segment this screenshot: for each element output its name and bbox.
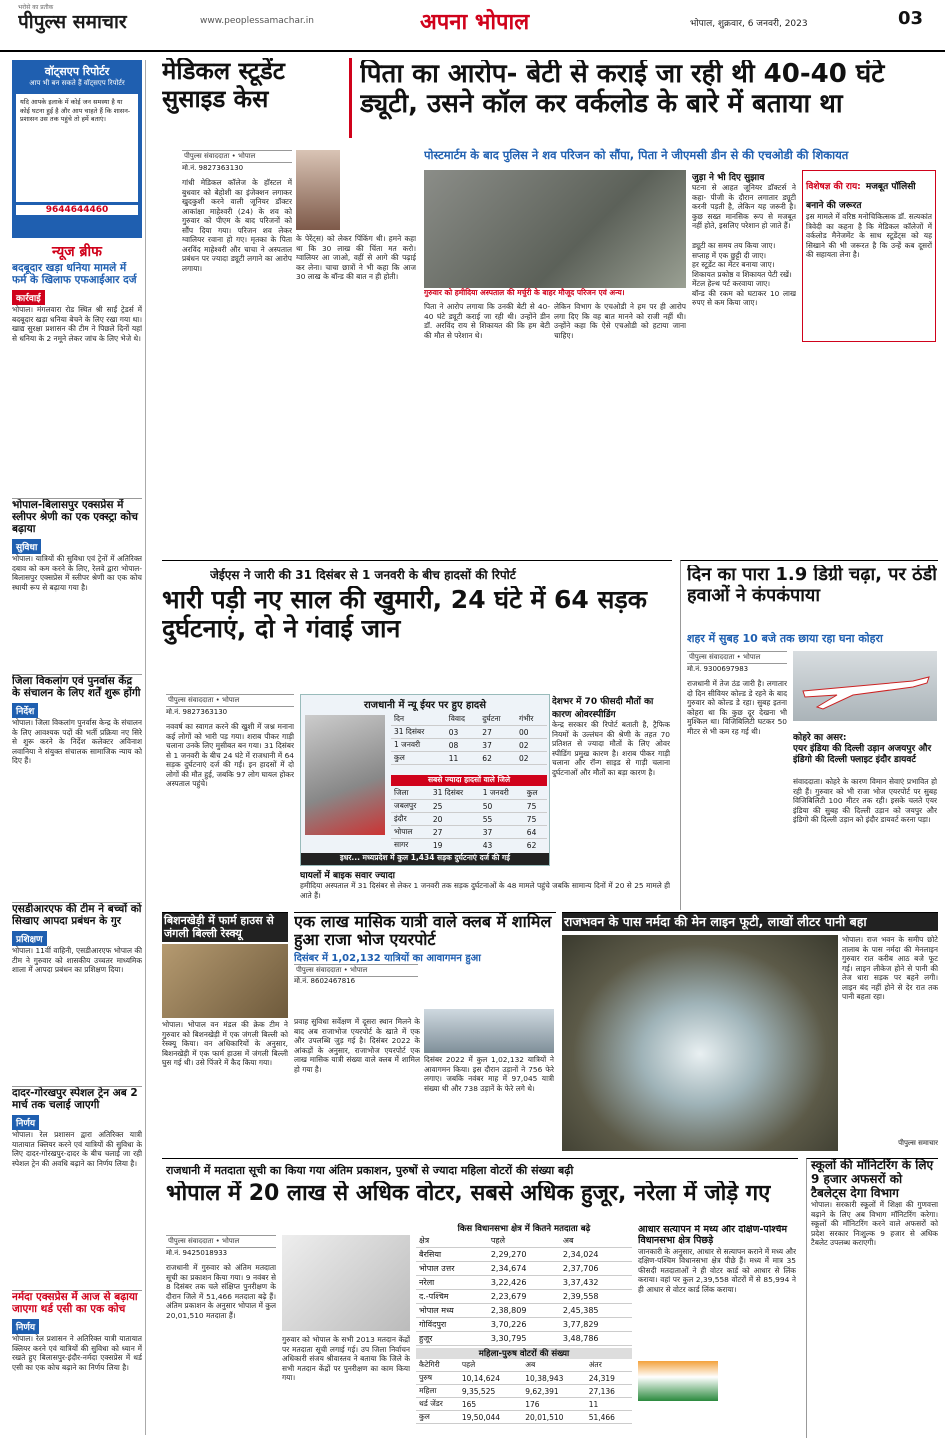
- aadhaar-body: जानकारी के अनुसार, आधार से सत्यापन कराने में मध्य और दक्षिण-पश्चिम विधानसभा क्षेत्र पीछे हैं। मध्य में मात्र 35 फीसदी मतदाताओं ने ही वोटर कार्ड को आधार से लिंक कराया। वहां पर कुल 2,39,558 वोटरों में से 85,994 ने ही आधार से वोटर कार्ड लिंक कराया।: [638, 1246, 796, 1294]
- brief-body: भोपाल। मंगलवारा रोड स्थित श्री साईं ट्रेडर्स में बदबूदार खड़ा धनिया बेचने के लिए रखा गया था। खाद्य सुरक्षा प्रशासन की टीम ने पिछले दिनों यहां से धनिया के 2 नमूने लेकर जांच के लिए भेजे थे।: [12, 305, 142, 343]
- brief-tag: प्रशिक्षण: [12, 931, 47, 946]
- school-story: [806, 1158, 938, 1438]
- brief-title: दादर-गोरखपुर स्पेशल ट्रेन अब 2 मार्च तक चलाई जाएगी: [12, 1087, 138, 1112]
- table-row: [416, 1332, 632, 1346]
- districts-title: सबसे ज्यादा हादसों वाले जिले: [391, 775, 547, 786]
- table-row: [391, 800, 547, 813]
- cell: 50: [480, 800, 524, 813]
- cell: 3,48,786: [560, 1332, 632, 1346]
- cell: 1 जनवरी: [391, 739, 446, 752]
- cell: 20,01,510: [522, 1411, 585, 1424]
- cell: 165: [459, 1398, 522, 1411]
- th-now: अब: [560, 1234, 632, 1248]
- voter-mobile: मो.नं. 9425018933: [166, 1249, 228, 1257]
- weather-subhead: शहर में सुबह 10 बजे तक छाया रहा घना कोहरा: [687, 632, 883, 645]
- whatsapp-text: यदि आपके इलाके में कोई जन समस्या है या कोई घटना हुई है और आप चाहते हैं कि शासन-प्रशासन उस तक पहुंचे तो हमें बताएं।: [16, 94, 138, 202]
- voter-kicker: राजधानी में मतदाता सूची का किया गया अंतिम प्रकाशन, पुरुषों से ज्यादा महिला वोटरों की संख्या बढ़ी: [166, 1164, 574, 1177]
- cell: 19,50,044: [459, 1411, 522, 1424]
- cell: 11: [586, 1398, 632, 1411]
- table-row: [391, 739, 547, 752]
- jooda-title: जुड़ा ने भी दिए सुझाव: [692, 173, 765, 183]
- th-area: क्षेत्र: [416, 1234, 488, 1248]
- mortuary-caption: गुरुवार को हमीदिया अस्पताल की मर्चुरी के बाहर मौजूद परिजन एवं अन्य।: [424, 288, 625, 297]
- accident-infographic: [300, 694, 550, 866]
- accident-byline: पीपुल्स संवाददाता • भोपाल: [166, 694, 294, 707]
- cell: 2,23,679: [488, 1290, 560, 1304]
- weather-body2: संवाददाता। कोहरे के कारण विमान सेवाएं प्रभावित हो रही हैं। गुरुवार को भी राजा भोज एयरपोर्ट पर सुबह विजिबिलिटी 100 मीटर तक रही। इसके चलते एयर इंडिया की सुबह की दिल्ली उड़ान को जयपुर और इंडिगो की दिल्ली उड़ान को इंदौर डायवर्ट करना पड़ा।: [793, 777, 937, 824]
- th-district: जिला: [391, 787, 430, 800]
- cell: 2,45,385: [560, 1304, 632, 1318]
- brief-title: जिला विकलांग एवं पुनर्वास केंद्र के संचालन के लिए शर्तें शुरू होंगी: [12, 675, 141, 700]
- brief-body: भोपाल। जिला विकलांग पुनर्वास केन्द्र के संचालन के लिए आवश्यक पदों की भर्ती प्रक्रिया नए सिरे से शुरू करने के निर्देश कलेक्टर अविनाश लवानिया ने संयुक्त संचालक सामाजिक न्याय को दिए हैं।: [12, 718, 142, 766]
- expert-title: मजबूत पॉलिसी बनाने की जरूरत: [806, 182, 916, 211]
- cell: 2,37,706: [560, 1262, 632, 1276]
- th-now: अब: [522, 1359, 585, 1372]
- voter-col1: राजधानी में गुरुवार को अंतिम मतदाता सूची का प्रकाशन किया गया। 9 नवंबर से 8 दिसंबर तक चले संक्षिप्त पुनरीक्षण के दौरान जिले में 51,466 मतदाता बढ़े हैं। अंतिम प्रकाशन के अनुसार भोपाल में कुल 20,01,510 मतदाता हैं।: [166, 1263, 276, 1320]
- bike-riders-title: घायलों में बाइक सवार ज्यादा: [300, 871, 395, 881]
- brief-tag: सुविधा: [12, 539, 41, 554]
- airport-col1: प्रवाह सुविधा सर्वेक्षण में दूसरा स्थान मिलने के बाद अब राजाभोज एयरपोर्ट के खाते में एक और उपलब्धि जुड़ गई है। दिसंबर 2022 के आंकड़ों के अनुसार, राजाभोज एयरपोर्ट एक लाख मासिक यात्री संख्या वाले क्लब में शामिल हो गया है।: [294, 1017, 420, 1074]
- voter-story: [162, 1158, 798, 1438]
- th-accident: दुर्घटना: [479, 713, 516, 726]
- airport-byline: पीपुल्स संवाददाता • भोपाल: [294, 964, 418, 977]
- voter-headline: भोपाल में 20 लाख से अधिक वोटर, सबसे अधिक हुजूर, नरेला में जोड़े गए: [166, 1181, 771, 1206]
- cell: 3,37,432: [560, 1276, 632, 1290]
- top-headline: पिता का आरोप- बेटी से कराई जा रही थी 40-40 घंटे ड्यूटी, उसने कॉल कर वर्कलोड के बारे में बताया था: [360, 60, 885, 119]
- crash-illustration: [305, 715, 385, 835]
- cell: 3,70,226: [488, 1318, 560, 1332]
- jooda-point: ड्यूटी का समय तय किया जाए।: [692, 241, 776, 250]
- top-col3: पिता ने आरोप लगाया कि उनकी बेटी से 40-40 घंटे ड्यूटी कराई जा रही थी। उन्होंने डीन डॉ. अरविंद राय से शिकायत की कि हम बेटी की मौत से परेशान थे।: [424, 302, 550, 340]
- water-headline: राजभवन के पास नर्मदा की मेन लाइन फूटी, लाखों लीटर पानी बहा: [562, 913, 938, 931]
- table-row: [416, 1248, 632, 1262]
- brief-item-1: [12, 262, 142, 494]
- jooda-point: बॉन्ड की रकम को घटाकर 10 लाख रुपए से कम किया जाए।: [692, 288, 796, 307]
- jooda-point: सप्ताह में एक छुट्टी दी जाए।: [692, 250, 767, 260]
- cell: 10,14,624: [459, 1372, 522, 1385]
- logo: पीपुल्स समाचार: [18, 11, 127, 33]
- voter-table: [416, 1234, 632, 1346]
- cell: द.-पश्चिम: [416, 1290, 488, 1304]
- top-col1: गांधी मेडिकल कॉलेज के हॉस्टल में बुधवार को बेहोशी का इंजेक्शन लगाकर खुदकुशी करने वाली जूनियर डॉक्टर आकांक्षा माहेश्वरी (24) के शव को गुरुवार को पीएम के बाद परिजनों को सौंप दिया गया। परिजन शव लेकर ग्वालियर रवाना हो गए। मृतका के पिता अरविंद माहेश्वरी और चाचा ने अस्पताल प्रबंधन पर ज्यादा ड्यूटी लगाने का आरोप लगाया।: [182, 178, 292, 273]
- th-jan1: 1 जनवरी: [480, 787, 524, 800]
- brief-body: भोपाल। 11वीं वाहिनी, एसडीआरएफ भोपाल की टीम ने गुरुवार को शासकीय उच्चतर माध्यमिक शाला में आपदा प्रबंधन का प्रशिक्षण दिया।: [12, 946, 142, 975]
- farmhouse-headline: बिशनखेड़ी में फार्म हाउस से जंगली बिल्ली रेस्क्यू: [162, 913, 288, 942]
- cell: सागर: [391, 839, 430, 850]
- table-row: [416, 1318, 632, 1332]
- cell: हुजूर: [416, 1332, 488, 1346]
- aadhaar-box: [638, 1225, 796, 1437]
- cell: भोपाल: [391, 826, 430, 839]
- cell: गोविंदपुरा: [416, 1318, 488, 1332]
- accident-table: [391, 713, 547, 773]
- brief-item-6: [12, 1290, 142, 1435]
- cell: 11: [446, 752, 480, 765]
- table-row: [391, 826, 547, 839]
- th-before: पहले: [488, 1234, 560, 1248]
- top-kicker: मेडिकल स्टूडेंट सुसाइड केस: [162, 58, 352, 138]
- mortuary-photo: [424, 170, 686, 288]
- voter-cards-photo: [282, 1235, 410, 1331]
- table-row: [391, 752, 547, 765]
- table-row: [391, 726, 547, 739]
- cell: 2,29,270: [488, 1248, 560, 1262]
- expert-body: इस मामले में वरिष्ठ मनोचिकित्सक डॉ. सत्यकांत त्रिवेदी का कहना है कि मेडिकल कॉलेजों में वर्कलोड मैनेजमेंट के साथ स्टूडेंट्स को यह सिखाने की भी जरूरत है कि उन्हें कब दूसरों की सहायता लेना है।: [806, 212, 932, 259]
- logo-tagline: भरोसे का प्रतीक: [18, 4, 54, 11]
- airport-mobile: मो.नं. 8602467816: [294, 976, 356, 985]
- brief-item-3: [12, 674, 142, 898]
- cell: 00: [516, 726, 547, 739]
- top-byline: पीपुल्स संवाददाता • भोपाल: [182, 150, 292, 163]
- cell: बैरसिया: [416, 1248, 488, 1262]
- cell: 37: [480, 826, 524, 839]
- masthead: [0, 0, 945, 52]
- airplane-icon: [803, 677, 929, 709]
- water-body: भोपाल। राज भवन के समीप छोटे तालाब के पास नर्मदा की मेनलाइन गुरुवार रात करीब आठ बजे फूट गई। लाइन लीकेज होने से पानी की तेज धारा सड़क पर बहने लगी। लाइन बंद नहीं होने से देर रात तक पानी बहता रहा।: [842, 935, 938, 1001]
- aadhaar-title: आधार सत्यापन में मध्य और दक्षिण-पश्चिम विधानसभा क्षेत्र पिछड़े: [638, 1225, 788, 1246]
- districts-table: [391, 787, 547, 849]
- airport-story: [294, 912, 556, 1152]
- weather-mobile: मो.नं. 9300697983: [687, 665, 749, 673]
- whatsapp-number[interactable]: 9644644460: [16, 205, 138, 215]
- top-col2: के पेरेंट्स) को लेकर पिंकिंग थी। हमने कहा था कि 30 लाख की चिंता मत करो। ग्वालियर आ जाओ, वहीं से आगे की पढ़ाई कर लेना। चाचा छात्रों ने भी कहा कि आज 30 लाख के बॉन्ड की बात न ही होती।: [296, 234, 416, 281]
- table-row: [416, 1385, 632, 1398]
- cell: 27: [479, 726, 516, 739]
- cell: 02: [516, 752, 547, 765]
- weather-body: राजधानी में तेज ठंड जारी है। लगातार दो दिन सीवियर कोल्ड डे रहने के बाद गुरुवार को कोल्ड डे रहा। सुबह इतना कोहरा था कि कुछ दूर देखना भी मुश्किल था। विजिबिलिटी घटकर 50 मीटर से भी कम रह गई थी।: [687, 679, 787, 736]
- whatsapp-subtitle: आप भी बन सकते हैं वॉट्सएप रिपोर्टर: [29, 79, 125, 87]
- table-row: [416, 1276, 632, 1290]
- brief-item-2: [12, 498, 142, 670]
- whatsapp-box: [12, 60, 142, 238]
- table-row: [391, 813, 547, 826]
- overspeed-title: देशभर में 70 फीसदी मौतों का कारण ओवरस्पीडिंग: [552, 697, 654, 720]
- brief-item-5: [12, 1086, 142, 1286]
- cell: कुल: [391, 752, 446, 765]
- th-serious: गंभीर: [516, 713, 547, 726]
- cell: 51,466: [586, 1411, 632, 1424]
- site-url: www.peoplessamachar.in: [200, 16, 314, 26]
- top-subhead: पोस्टमार्टम के बाद पुलिस ने शव परिजन को सौंपा, पिता ने जीएमसी डीन से की एचओडी की शिकायत: [424, 148, 849, 162]
- cell: जबलपुर: [391, 800, 430, 813]
- table-row: [416, 1411, 632, 1424]
- jooda-point: हर स्टूडेंट का मेंटर बनाया जाए।: [692, 260, 775, 269]
- th-day: दिन: [391, 713, 446, 726]
- accident-mobile: मो.नं. 9827363130: [166, 708, 228, 716]
- cell: 64: [524, 826, 547, 839]
- cell: 27,136: [586, 1385, 632, 1398]
- expert-box: [802, 170, 936, 342]
- accident-headline: भारी पड़ी नए साल की खुमारी, 24 घंटे में 64 सड़क दुर्घटनाएं, दो ने गंवाई जान: [162, 586, 647, 643]
- th-before: पहले: [459, 1359, 522, 1372]
- airport-col2: दिसंबर 2022 में कुल 1,02,132 यात्रियों ने आवागमन किया। इस दौरान उड़ानों ने 756 फेरे लगाए। जबकि नवंबर माह में 97,045 यात्री संख्या थी और 738 उड़ानें के फेरे लगे थे।: [424, 1055, 554, 1093]
- airport-subhead: दिसंबर में 1,02,132 यात्रियों का आवागमन हुआ: [294, 952, 481, 964]
- brief-tag: निर्णय: [12, 1319, 39, 1334]
- th-total: कुल: [524, 787, 547, 800]
- brief-tag: कार्रवाई: [12, 290, 45, 305]
- accident-kicker: जेईएस ने जारी की 31 दिसंबर से 1 जनवरी के बीच हादसों की रिपोर्ट: [210, 568, 516, 582]
- table-row: [416, 1372, 632, 1385]
- fog-caption: [793, 725, 937, 775]
- accident-col1: नववर्ष का स्वागत करने की खुशी में जश्न मनाना कई लोगों को भारी पड़ गया। शराब पीकर गाड़ी चलाना उनके लिए मुसीबत बन गया। 31 दिसंबर से 1 जनवरी के बीच 24 घंटे में राजधानी में 64 सड़क दुर्घटनाएं दर्ज की गईं। इन हादसों में दो लोगों की मौत हुई, जबकि 97 लोग घायल होकर अस्पताल पहुंचे।: [166, 722, 294, 788]
- voter-table-title: किस विधानसभा क्षेत्र में कितने मतदाता बढ़े: [457, 1224, 591, 1234]
- dateline: भोपाल, शुक्रवार, 6 जनवरी, 2023: [690, 19, 808, 29]
- weather-byline: पीपुल्स संवाददाता • भोपाल: [687, 651, 787, 664]
- th-dispute: विवाद: [446, 713, 480, 726]
- overspeed-body: केन्द्र सरकार की रिपोर्ट बताती है, ट्रैफिक नियमों के उल्लंघन की श्रेणी के तहत 70 प्रतिशत से ज्यादा मौतों के लिए ओवर स्पीडिंग प्रमुख कारण है। शराब पीकर गाड़ी चलाना और रॉन्ग साइड से गाड़ी चलाना दुर्घटनाओं और मौतों का बड़ा कारण है।: [552, 720, 670, 777]
- cell: 10,38,943: [522, 1372, 585, 1385]
- cell: 75: [524, 813, 547, 826]
- expert-tag: विशेषज्ञ की राय:: [806, 182, 861, 192]
- cell: इंदौर: [391, 813, 430, 826]
- cell: 3,22,426: [488, 1276, 560, 1290]
- cell: 3,77,829: [560, 1318, 632, 1332]
- brief-body: भोपाल। रेल प्रशासन ने अतिरिक्त यात्री यातायात क्लियर करने एवं यात्रियों की सुविधा को ध्यान में रखते हुए बिलासपुर-इंदौर-नर्मदा एक्सप्रेस में थर्ड एसी का एक कोच बढ़ाने का निर्णय लिया है।: [12, 1334, 142, 1372]
- cell: 2,34,674: [488, 1262, 560, 1276]
- water-credit: पीपुल्स समाचार: [898, 1139, 938, 1147]
- bike-riders-box: [300, 868, 670, 908]
- cell: 37: [479, 739, 516, 752]
- brief-body: भोपाल। रेल प्रशासन द्वारा अतिरिक्त यात्री यातायात क्लियर करने एवं यात्रियों की सुविधा के लिए दादर-गोरखपुर-दादर के बीच चलाई जा रही स्पेशल ट्रेन की अवधि बढ़ाने का निर्णय लिया है।: [12, 1130, 142, 1168]
- gender-table-title: महिला-पुरुष वोटरों की संख्या: [416, 1348, 632, 1359]
- brief-tag: निर्णय: [12, 1115, 39, 1130]
- cell: भोपाल मध्य: [416, 1304, 488, 1318]
- top-mobile: मो.नं. 9827363130: [182, 164, 244, 172]
- th-diff: अंतर: [586, 1359, 632, 1372]
- bike-riders-body: हमीदिया अस्पताल में 31 दिसंबर से लेकर 1 जनवरी तक सड़क दुर्घटनाओं के 48 मामले पहुंचे जबकि सामान्य दिनों में 20 से 25 मामले ही आते हैं।: [300, 881, 670, 900]
- brief-title: एसडीआरएफ की टीम ने बच्चों को सिखाए आपदा प्रबंधन के गुर: [12, 903, 142, 928]
- cell: 25: [430, 800, 480, 813]
- cell: 9,62,391: [522, 1385, 585, 1398]
- news-brief-label: न्यूज ब्रीफ: [52, 244, 102, 260]
- brief-title: भोपाल-बिलासपुर एक्सप्रेस में स्लीपर श्रेणी का एक एक्स्ट्रा कोच बढ़ाया: [12, 499, 138, 536]
- cell: 31 दिसंबर: [391, 726, 446, 739]
- brief-title: बदबूदार खड़ा धनिया मामले में फर्म के खिलाफ एफआईआर दर्ज: [12, 262, 137, 287]
- cell: 176: [522, 1398, 585, 1411]
- weather-headline: दिन का पारा 1.9 डिग्री चढ़ा, पर ठंडी हवाओं ने कंपकंपाया: [687, 565, 937, 606]
- overspeed-box: [552, 694, 670, 864]
- victim-photo: [296, 150, 340, 230]
- whatsapp-title: वॉट्सएप रिपोर्टर: [44, 65, 110, 78]
- cell: 75: [524, 800, 547, 813]
- cell: 24,319: [586, 1372, 632, 1385]
- table-row: [416, 1304, 632, 1318]
- cell: 55: [480, 813, 524, 826]
- table-row: [391, 839, 547, 850]
- cell: 43: [480, 839, 524, 850]
- airport-headline: एक लाख मासिक यात्री वाले क्लब में शामिल हुआ राजा भोज एयरपोर्ट: [294, 912, 552, 950]
- fog-caption-body: एयर इंडिया की दिल्ली उड़ान अजयपुर और इंडिगो की दिल्ली फ्लाइट इंदौर डायवर्ट: [793, 744, 932, 765]
- cell: 2,34,024: [560, 1248, 632, 1262]
- infographic-caption: इधर... मध्यप्रदेश में कुल 1,434 सड़क दुर्घटनाएं दर्ज की गई: [301, 853, 549, 866]
- cell: 19: [430, 839, 480, 850]
- top-col4: लेकिन विभाग के एचओडी ने हम पर ही आरोप लगा दिए कि वह बात मानने को राजी नहीं थी। उन्होंने कहा कि ऐसे एचओडी को हटाया जाना चाहिए।: [554, 302, 686, 340]
- cell: 9,35,525: [459, 1385, 522, 1398]
- section-title: अपना भोपाल: [420, 10, 530, 35]
- cell: 2,38,809: [488, 1304, 560, 1318]
- weather-story: [680, 560, 938, 910]
- cell: नरेला: [416, 1276, 488, 1290]
- cell: 08: [446, 739, 480, 752]
- brief-item-4: [12, 902, 142, 1082]
- cell: 3,30,795: [488, 1332, 560, 1346]
- cell: पुरुष: [416, 1372, 459, 1385]
- cell: 62: [524, 839, 547, 850]
- cell: 03: [446, 726, 480, 739]
- cell: 62: [479, 752, 516, 765]
- airport-photo: [424, 1009, 554, 1053]
- brief-title: नर्मदा एक्सप्रेस में आज से बढ़ाया जाएगा थर्ड एसी का एक कोच: [12, 1291, 138, 1316]
- brief-tag: निर्देश: [12, 703, 38, 718]
- th-dec31: 31 दिसंबर: [430, 787, 480, 800]
- water-story: [562, 912, 938, 1152]
- cell: महिला: [416, 1385, 459, 1398]
- aadhaar-card-image: [638, 1361, 718, 1401]
- cell: कुल: [416, 1411, 459, 1424]
- farmhouse-story: [162, 912, 288, 1152]
- brief-body: भोपाल। यात्रियों की सुविधा एवं ट्रेनों में अतिरिक्त दबाव को कम करने के लिए, रेलवे द्वारा भोपाल-बिलासपुर एक्सप्रेस में स्लीपर श्रेणी का एक कोच स्थायी रूप से बढ़ाया गया है।: [12, 554, 142, 592]
- jooda-box: [692, 170, 796, 342]
- airplane-photo: [793, 651, 937, 721]
- cat-photo: [162, 944, 288, 1018]
- gender-table: [416, 1359, 632, 1424]
- school-headline: स्कूलों की मॉनिटरिंग के लिए 9 हजार अफसरों को टैबलेट्स देगा विभाग: [811, 1158, 934, 1200]
- voter-col2: गुरुवार को भोपाल के सभी 2013 मतदान केंद्रों पर मतदाता सूची लगाई गई। उप जिला निर्वाचन अधिकारी संजय श्रीवास्तव ने बताया कि जिले के सभी मतदान केंद्रों पर पुनरीक्षण का काम किया गया।: [282, 1335, 410, 1382]
- fog-caption-title: कोहरे का असर:: [793, 733, 847, 743]
- jooda-point: शिकायत प्रकोष्ठ व शिकायत पेटी रखें।: [692, 269, 792, 279]
- table-row: [416, 1290, 632, 1304]
- cell: भोपाल उत्तर: [416, 1262, 488, 1276]
- sidebar: [12, 60, 146, 1435]
- table-row: [416, 1262, 632, 1276]
- table-row: [416, 1398, 632, 1411]
- cell: 20: [430, 813, 480, 826]
- cell: 02: [516, 739, 547, 752]
- th-category: कैटेगिरी: [416, 1359, 459, 1372]
- cell: 27: [430, 826, 480, 839]
- jooda-body: घटना से आहत जूनियर डॉक्टर्स ने कहा- पीजी के दौरान लगातार ड्यूटी करनी पड़ती है, लेकिन यह जरूरी है। कुछ सख्त मानसिक रूप से मजबूत नहीं होते, इसलिए परेशान हो जाते हैं।: [692, 183, 796, 230]
- voter-table-box: [416, 1223, 632, 1437]
- jooda-point: मेंटल हेल्थ पर्ट करवाया जाए।: [692, 279, 771, 288]
- page-number: 03: [898, 8, 924, 29]
- voter-byline: पीपुल्स संवाददाता • भोपाल: [166, 1235, 276, 1248]
- farmhouse-body: भोपाल। भोपाल वन मंडल की क्रेक टीम ने गुरुवार को बिशनखेड़ी में एक जंगली बिल्ली को रेस्क्यू किया। वन अधिकारियों के अनुसार, बिशनखेड़ी में एक फार्म हाउस में जंगली बिल्ली घुस गई थी। उसे पिंजरे में कैद किया गया।: [162, 1020, 288, 1068]
- water-photo: [562, 935, 838, 1151]
- school-body: भोपाल। सरकारी स्कूलों में शिक्षा की गुणवत्ता बढ़ाने के लिए अब विभाग मॉनिटरिंग करेगा। स्कूलों की मॉनिटरिंग करने वाले अफसरों को प्रदेश सरकार निःशुल्क 9 हजार से अधिक टैबलेट उपलब्ध कराएगी।: [811, 1200, 938, 1248]
- cell: 2,39,558: [560, 1290, 632, 1304]
- infographic-title: राजधानी में न्यू ईयर पर हुए हादसे: [364, 700, 486, 711]
- cell: थर्ड जेंडर: [416, 1398, 459, 1411]
